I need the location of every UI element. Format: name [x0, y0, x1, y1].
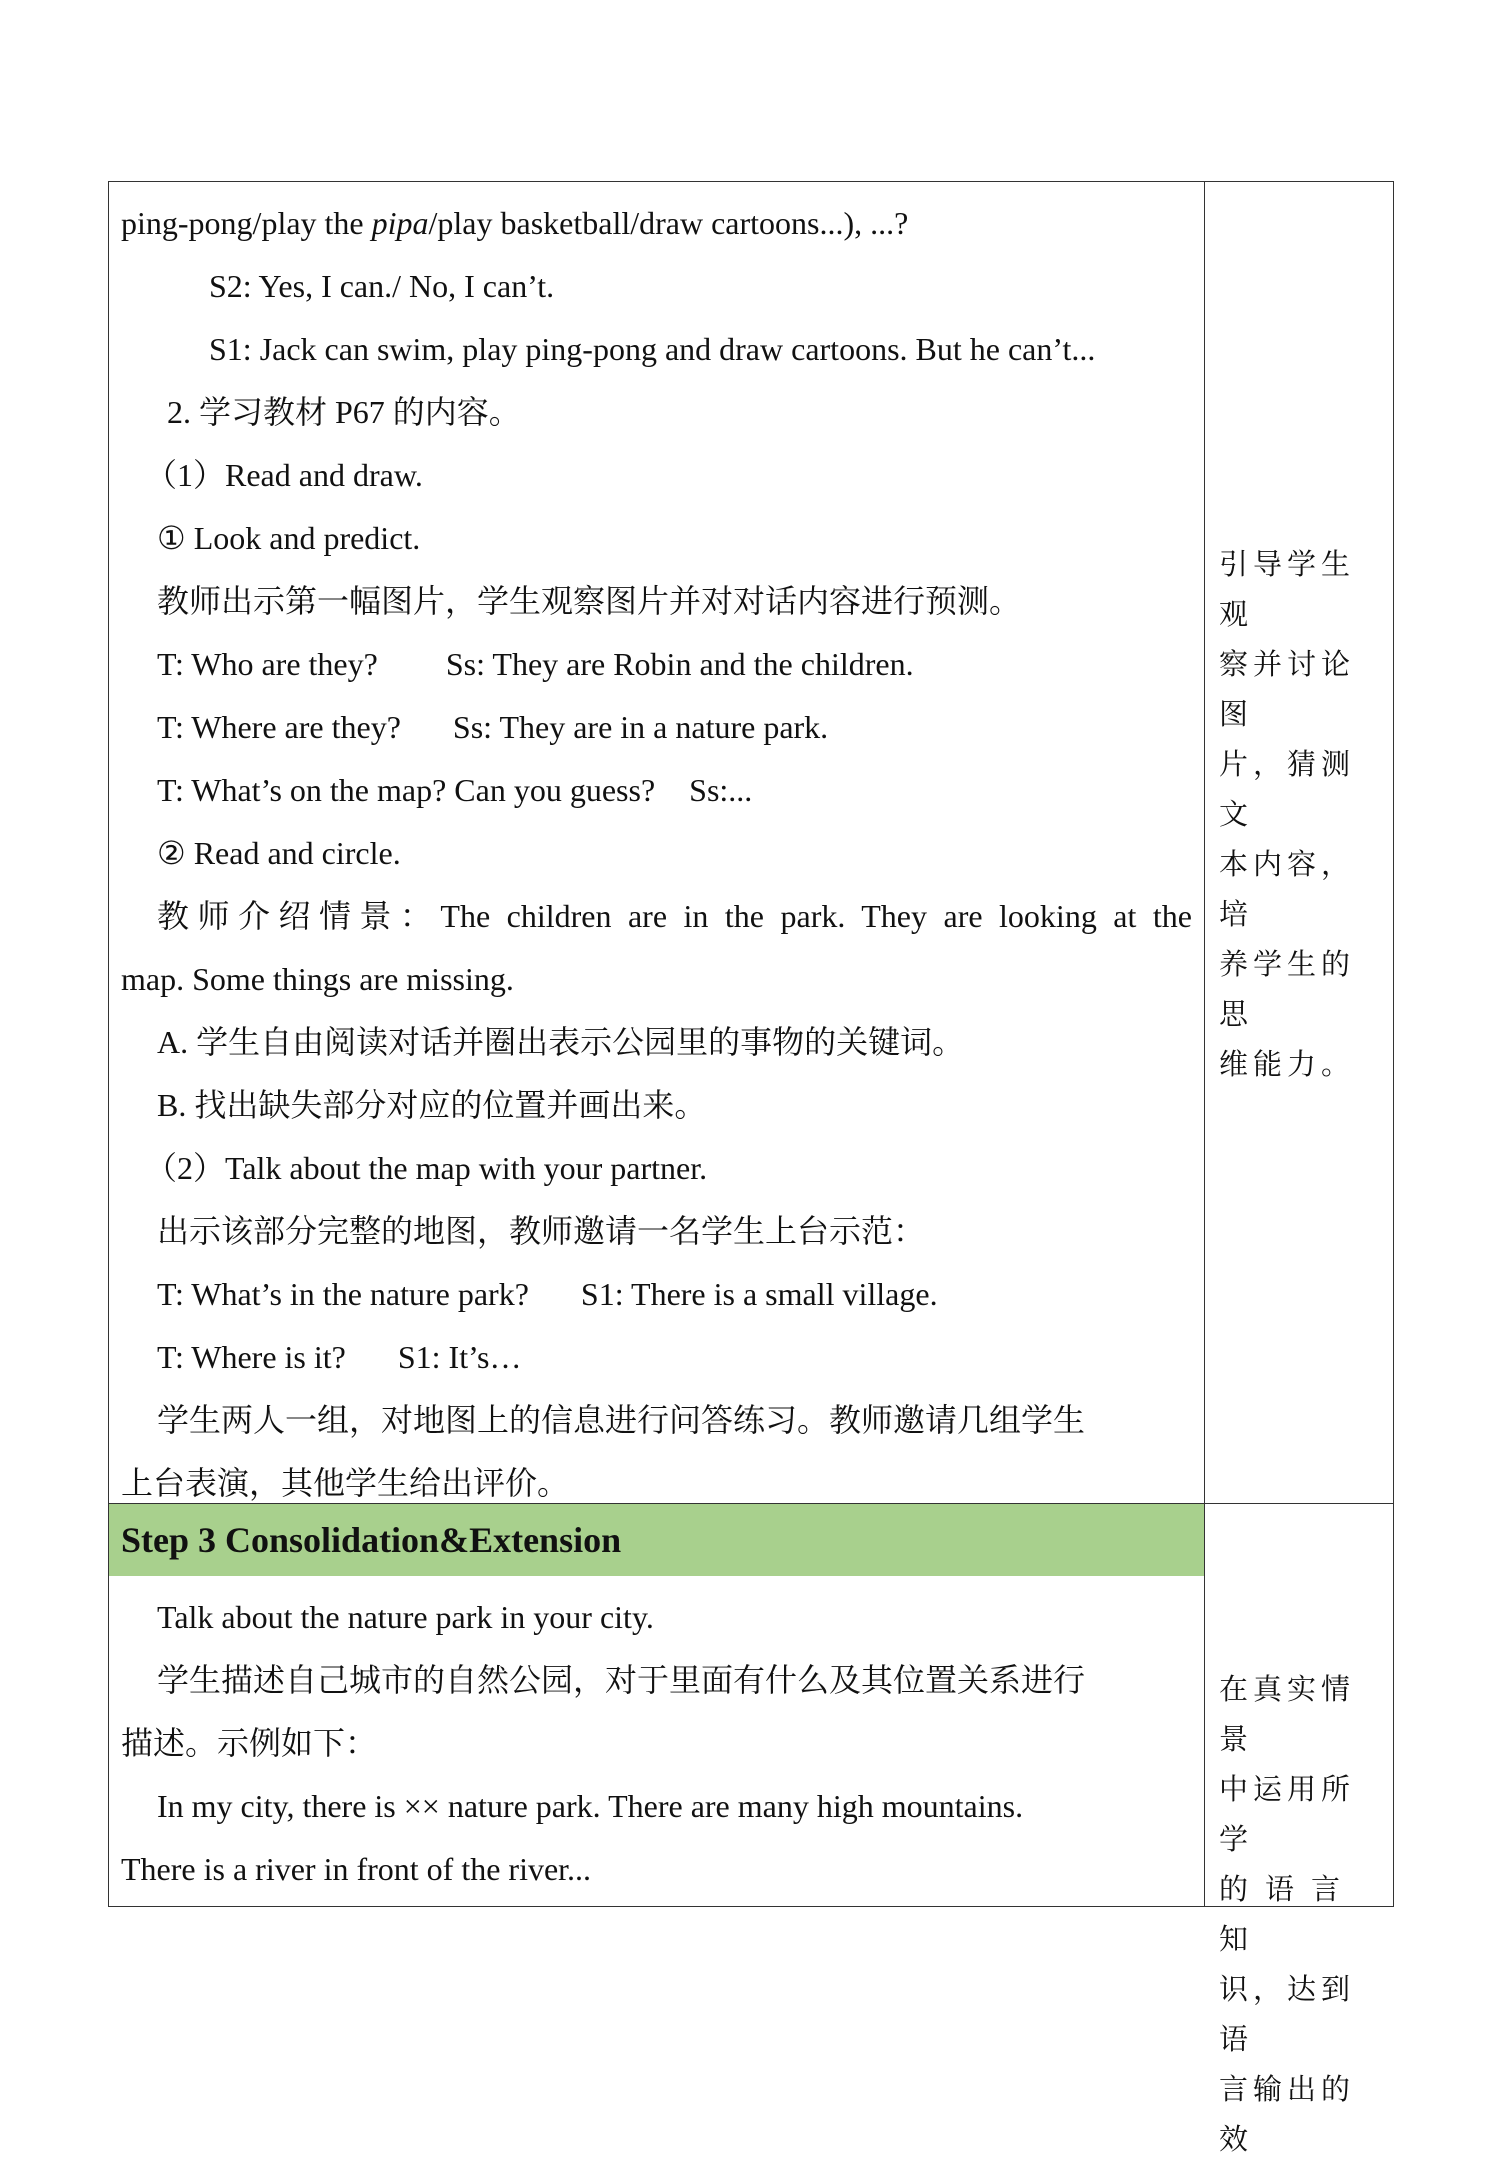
circle-item-1: ① Look and predict. [157, 520, 421, 556]
note-line: 引导学生观 [1219, 547, 1356, 631]
pair-line-a: 学生两人一组，对地图上的信息进行问答练习。教师邀请几组学生 [157, 1402, 1086, 1438]
qa-line-4 [121, 1263, 1192, 1326]
sub-item-1: （1）Read and draw. [145, 457, 423, 493]
text-segment: ping-pong/play the [121, 205, 372, 241]
describe-line-b: 描述。示例如下： [121, 1725, 378, 1761]
lesson-plan-table [108, 181, 1394, 2156]
qa-line-5 [121, 1326, 1192, 1389]
activity-line [121, 192, 1192, 255]
qa-line-3 [121, 759, 1192, 822]
students-answer: Ss: They are in a nature park. [452, 709, 829, 745]
students-answer: Ss: They are Robin and the children. [445, 646, 914, 682]
students-answer: Ss:... [689, 772, 753, 808]
teacher-question: T: Where are they? [157, 709, 401, 745]
item-2: 2. 学习教材 P67 的内容。 [167, 394, 521, 430]
design-intent-cell [1205, 182, 1393, 1504]
teacher-show-line: 教师出示第一幅图片，学生观察图片并对对话内容进行预测。 [157, 583, 1022, 619]
note-line: 中运用所学 [1219, 1772, 1356, 1856]
teacher-question: T: Where is it? [157, 1339, 346, 1375]
note-line: 的语言知 [1219, 1872, 1358, 1956]
step-3-header [109, 1504, 1204, 1576]
note-line: 言输出的效 [1219, 2072, 1356, 2156]
teacher-question: T: Who are they? [157, 646, 378, 682]
step-3-intent-note [1219, 1664, 1384, 2164]
student-answer: S1: It’s… [397, 1339, 522, 1375]
qa-line-2 [121, 696, 1192, 759]
intro-line-b: map. Some things are missing. [121, 961, 514, 997]
text-segment: /play basketball/draw cartoons...), ...? [428, 205, 909, 241]
note-line: 在真实情景 [1219, 1672, 1356, 1756]
note-line: 识，达到语 [1219, 1972, 1356, 2056]
step-3-title: Step 3 Consolidation&Extension [121, 1520, 622, 1560]
show-map-line: 出示该部分完整的地图，教师邀请一名学生上台示范： [157, 1213, 926, 1249]
sub-item-2: （2）Talk about the map with your partner. [145, 1150, 708, 1186]
teacher-question: T: What’s on the map? Can you guess? [157, 772, 656, 808]
step-3-procedure-cell [109, 1576, 1204, 1906]
design-intent-note [1219, 539, 1384, 1089]
note-line: 养学生的思 [1219, 947, 1356, 1031]
dialogue-s1: S1: Jack can swim, play ping-pong and draw cartoons. But he can’t... [209, 331, 1096, 367]
example-line-a: In my city, there is ×× nature park. There are many high mountains. [157, 1788, 1024, 1824]
describe-line-a: 学生描述自己城市的自然公园，对于里面有什么及其位置关系进行 [157, 1662, 1086, 1698]
step-b: B. 找出缺失部分对应的位置并画出来。 [157, 1087, 707, 1123]
pair-line-b: 上台表演，其他学生给出评价。 [121, 1465, 570, 1501]
procedure-cell [109, 182, 1204, 1504]
student-answer: S1: There is a small village. [580, 1276, 938, 1312]
example-line-b: There is a river in front of the river... [121, 1851, 592, 1887]
note-line: 维能力。 [1219, 1047, 1356, 1081]
step-a: A. 学生自由阅读对话并圈出表示公园里的事物的关键词。 [157, 1024, 965, 1060]
intro-line-a: 教师介绍情景：The children are in the park. They are looking at the [157, 898, 1192, 934]
pipa-italic: pipa [371, 205, 429, 241]
dialogue-s2: S2: Yes, I can./ No, I can’t. [209, 268, 555, 304]
note-line: 片，猜测文 [1219, 747, 1356, 831]
teacher-question: T: What’s in the nature park? [157, 1276, 529, 1312]
qa-line-1 [121, 633, 1192, 696]
note-line: 本内容，培 [1219, 847, 1356, 931]
note-line: 察并讨论图 [1219, 647, 1356, 731]
circle-item-2: ② Read and circle. [157, 835, 401, 871]
step-3-intent-cell [1205, 1504, 1393, 2156]
talk-line: Talk about the nature park in your city. [157, 1599, 654, 1635]
